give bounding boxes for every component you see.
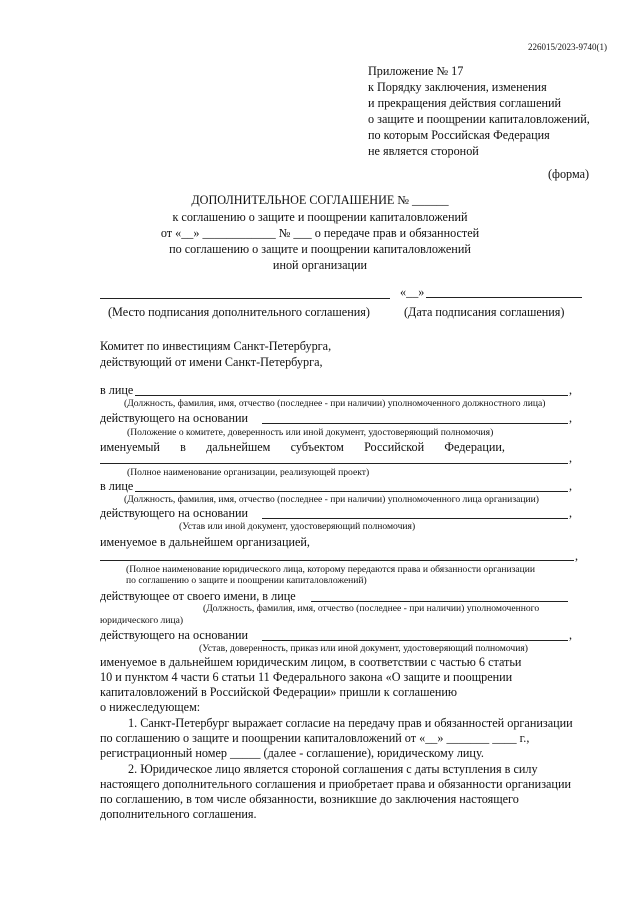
word: Российской [364, 440, 425, 454]
deystvuyushchego-label: действующего на основании [100, 506, 249, 520]
clause-line: по соглашению, в том числе обязанности, возникшие до заключения настоящего [100, 792, 519, 806]
date-quote: «__» [400, 285, 425, 299]
deystvuyushchego-label: действующего на основании [100, 411, 249, 425]
paragraph-line: 10 и пунктом 4 части 6 статьи 11 Федерального закона «О защите и поощрении [100, 670, 513, 684]
paragraph-line: именуемое в дальнейшем юридическим лицом, в соответствии с частью 6 статьи [100, 655, 522, 669]
paragraph-line: о нижеследующем: [100, 700, 201, 714]
field-note: (Полное наименование юридического лица, которому передаются права и обязанности организации [126, 564, 536, 575]
fill-line [311, 601, 568, 602]
clause-line: по соглашению о защите и поощрении капиталовложений от «__» _______ ____ г., [100, 731, 530, 745]
fill-line [135, 395, 568, 396]
title-line: к соглашению о защите и поощрении капиталовложений [172, 210, 468, 224]
comma: , [569, 506, 573, 520]
appendix-line: и прекращения действия соглашений [368, 96, 562, 110]
fill-line [100, 463, 568, 464]
committee-line: действующий от имени Санкт-Петербурга, [100, 355, 323, 369]
deystvuyushchee-label: действующее от своего имени, в лице [100, 589, 296, 603]
comma: , [569, 383, 573, 397]
date-caption: (Дата подписания соглашения) [404, 305, 565, 319]
place-blank-line [100, 298, 390, 299]
appendix-line: по которым Российская Федерация [368, 128, 550, 142]
clause-line: регистрационный номер _____ (далее - соглашение), юридическому лицу. [100, 746, 484, 760]
date-blank-line [426, 297, 582, 298]
fill-line [262, 518, 568, 519]
deystvuyushchego-label: действующего на основании [100, 628, 249, 642]
title-line: ДОПОЛНИТЕЛЬНОЕ СОГЛАШЕНИЕ № ______ [191, 193, 449, 207]
fill-line [100, 560, 574, 561]
clause-line: 1. Санкт-Петербург выражает согласие на передачу прав и обязанностей организации [128, 716, 573, 730]
word: субъектом [290, 440, 344, 454]
field-note: (Полное наименование организации, реализующей проект) [127, 467, 370, 478]
document-id: 226015/2023-9740(1) [528, 42, 607, 52]
comma: , [569, 411, 573, 425]
title-line: иной организации [272, 258, 368, 272]
comma: , [575, 549, 579, 563]
comma: , [569, 451, 573, 465]
word: именуемый [100, 440, 160, 454]
paragraph-line: капиталовложений в Российской Федерации» пришли к соглашению [100, 685, 458, 699]
v-litse-label: в лице [100, 479, 134, 493]
comma: , [569, 628, 573, 642]
title-line: от «__» ____________ № ___ о передаче прав и обязанностей [160, 226, 480, 240]
fill-line [135, 491, 568, 492]
fill-line [262, 640, 568, 641]
subject-designation-line [100, 440, 505, 455]
v-litse-label: в лице [100, 383, 134, 397]
appendix-line: к Порядку заключения, изменения [368, 80, 547, 94]
field-note: (Должность, фамилия, имя, отчество (последнее - при наличии) уполномоченного [203, 603, 540, 614]
clause-line: 2. Юридическое лицо является стороной соглашения с даты вступления в силу [128, 762, 538, 776]
appendix-line: о защите и поощрении капиталовложений, [368, 112, 590, 126]
field-note: по соглашению о защите и поощрении капиталовложений) [126, 575, 367, 586]
word: Федерации, [444, 440, 505, 454]
comma: , [569, 479, 573, 493]
fill-line [262, 423, 568, 424]
place-caption: (Место подписания дополнительного соглашения) [108, 305, 370, 319]
organization-designation: именуемое в дальнейшем организацией, [100, 535, 310, 549]
appendix-line: Приложение № 17 [368, 64, 464, 78]
word: дальнейшем [206, 440, 271, 454]
title-line: по соглашению о защите и поощрении капиталовложений [169, 242, 471, 256]
word: в [180, 440, 186, 454]
field-note: юридического лица) [100, 615, 184, 626]
committee-line: Комитет по инвестициям Санкт-Петербурга, [100, 339, 332, 353]
forma-label: (форма) [548, 167, 590, 181]
field-note: (Устав или иной документ, удостоверяющий полномочия) [179, 521, 416, 532]
clause-line: дополнительного соглашения. [100, 807, 257, 821]
field-note: (Должность, фамилия, имя, отчество (последнее - при наличии) уполномоченного лица организации) [124, 494, 539, 505]
field-note: (Должность, фамилия, имя, отчество (последнее - при наличии) уполномоченного должностного лица) [124, 398, 546, 409]
field-note: (Положение о комитете, доверенность или иной документ, удостоверяющий полномочия) [127, 427, 494, 438]
appendix-line: не является стороной [368, 144, 479, 158]
clause-line: настоящего дополнительного соглашения и приобретает права и обязанности организации [100, 777, 571, 791]
field-note: (Устав, доверенность, приказ или иной документ, удостоверяющий полномочия) [199, 643, 528, 654]
